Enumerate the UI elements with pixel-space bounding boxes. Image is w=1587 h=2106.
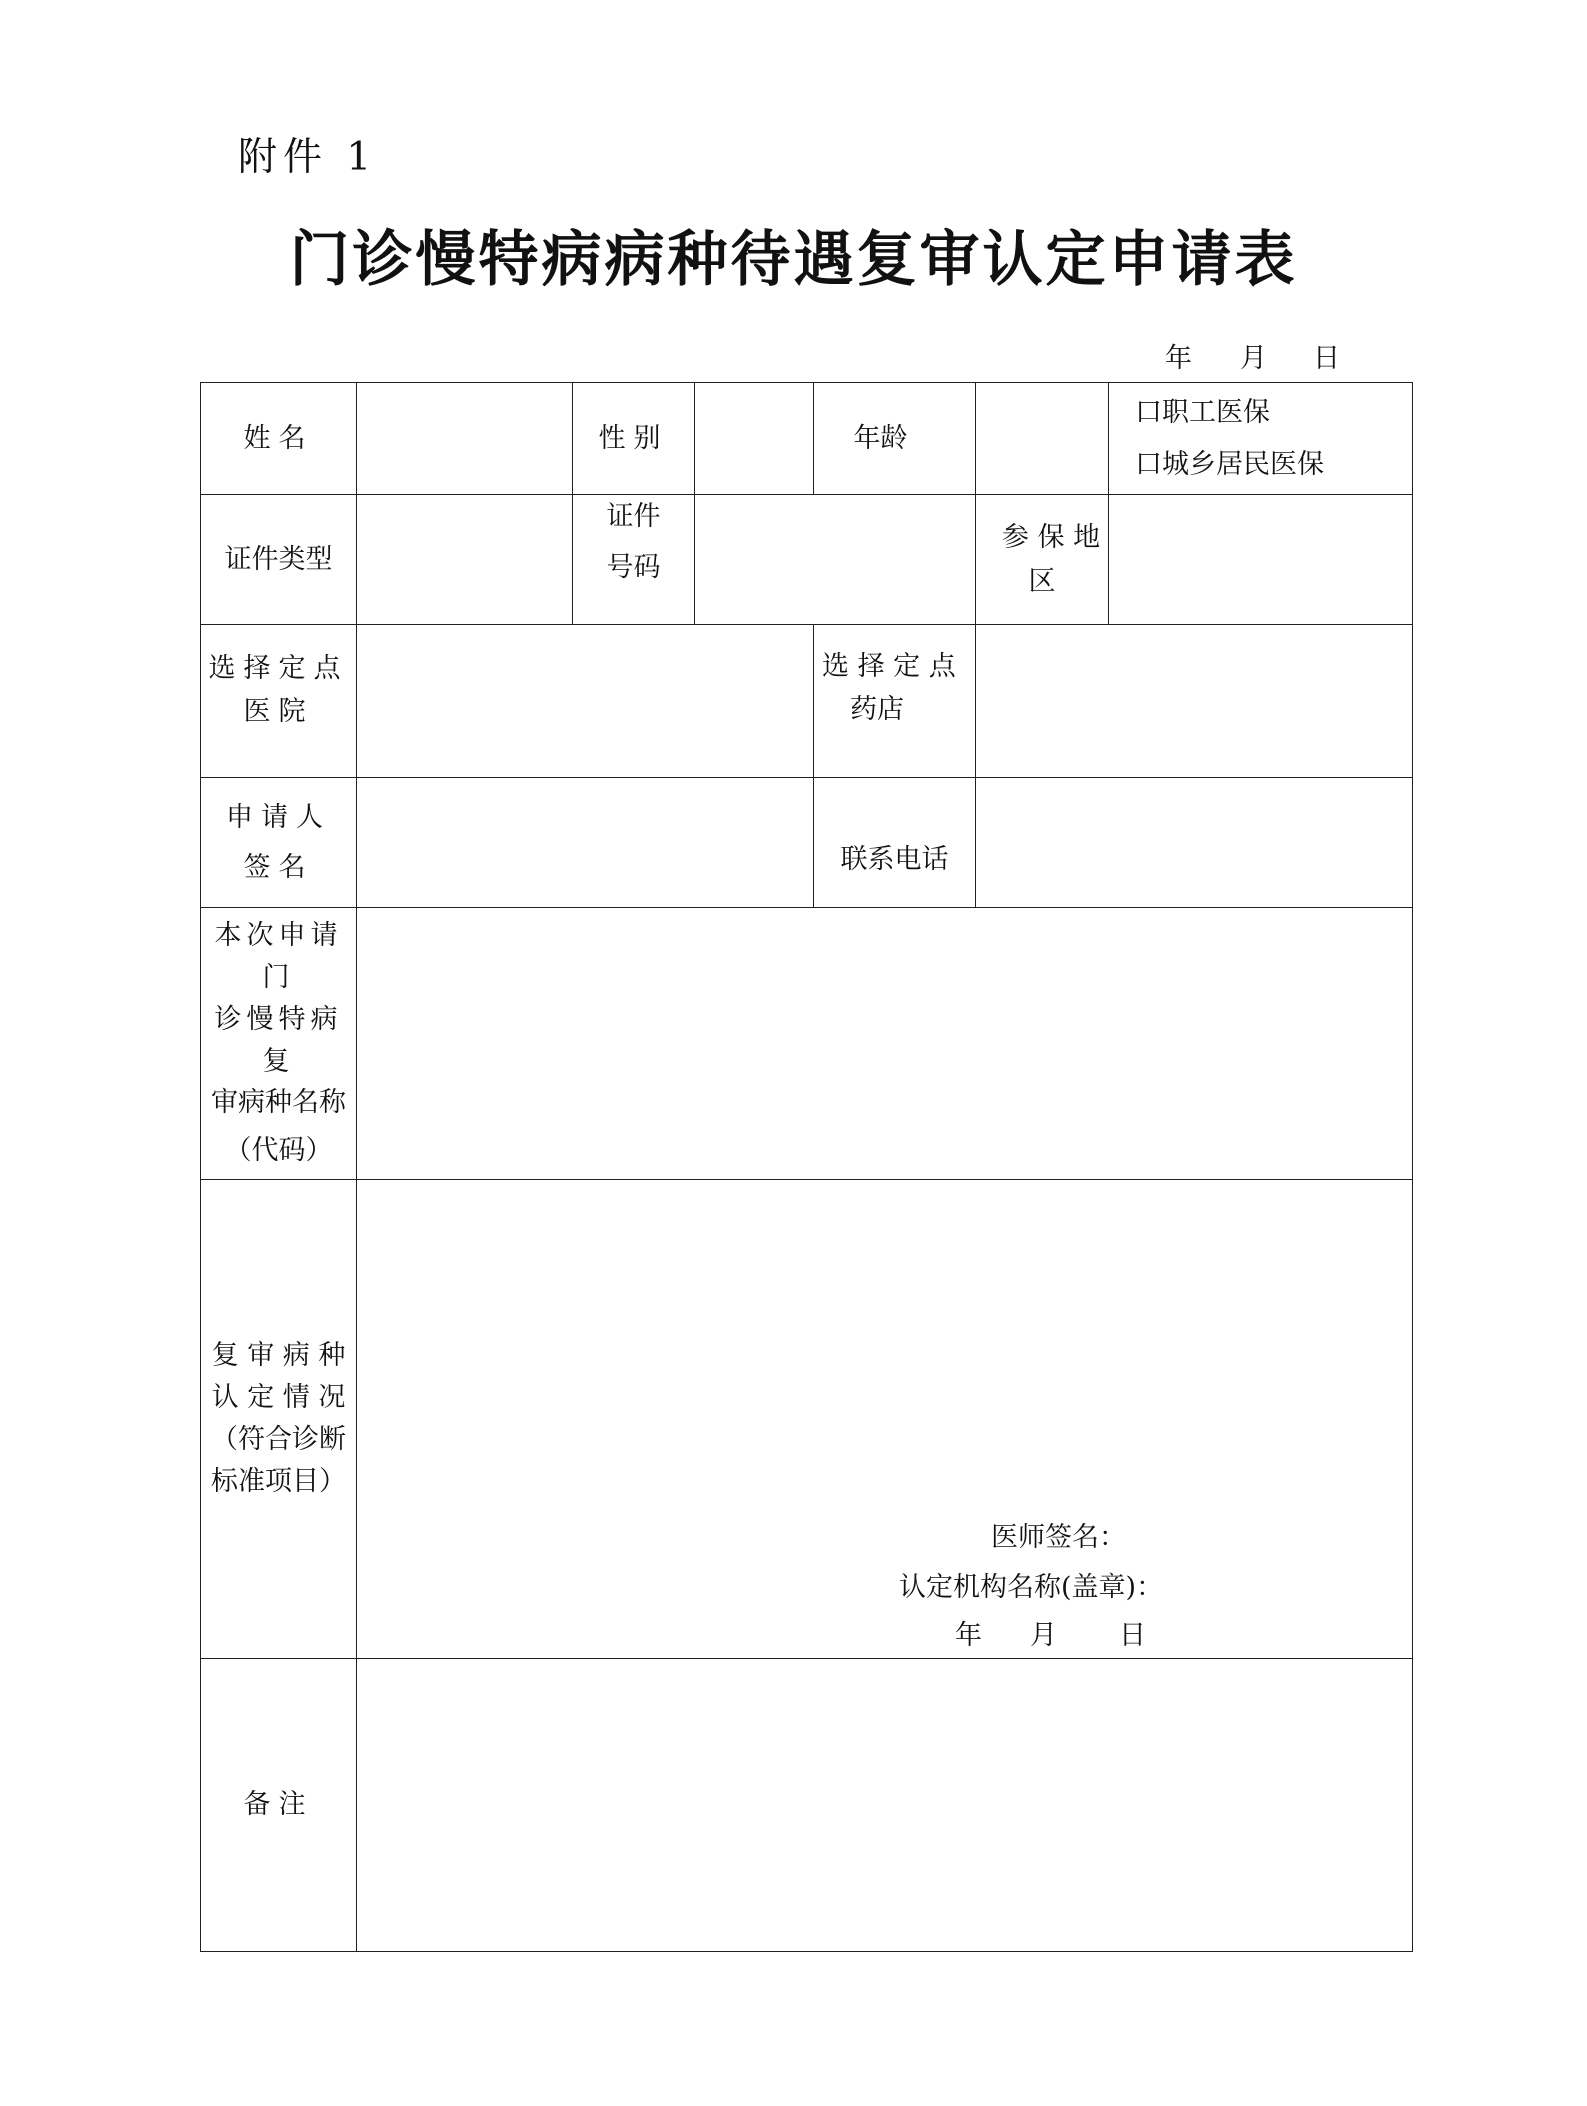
name-label: 姓名 (201, 383, 357, 495)
review-date: 年 月 日 (955, 1620, 1146, 1651)
phone-field[interactable] (976, 778, 1413, 908)
gender-field[interactable] (695, 383, 814, 495)
option-employee-insurance[interactable]: 口职工医保 (1135, 397, 1270, 429)
id-type-field[interactable] (357, 495, 573, 625)
hospital-label: 选择定点 医院 (201, 625, 357, 778)
pharmacy-field[interactable] (976, 625, 1413, 778)
header-date-day: 日 (1313, 343, 1340, 374)
id-number-field[interactable] (695, 495, 976, 625)
institution-name-stamp: 认定机构名称(盖章)： (899, 1572, 1164, 1603)
review-field[interactable] (357, 1180, 1413, 1659)
applicant-signature-label: 申请人 签名 (201, 778, 357, 908)
insured-area-field[interactable] (1109, 495, 1413, 625)
hospital-field[interactable] (357, 625, 814, 778)
review-label: 复 审 病 种 认 定 情 况 （符合诊断 标准项目） (201, 1180, 357, 1659)
applicant-signature-field[interactable] (357, 778, 814, 908)
remarks-label: 备注 (201, 1659, 357, 1952)
pharmacy-label: 选 择 定 点 药店 (814, 625, 976, 778)
id-type-label: 证件类型 (201, 495, 357, 625)
age-label: 年龄 (814, 383, 976, 495)
option-resident-insurance[interactable]: 口城乡居民医保 (1135, 448, 1324, 480)
gender-label: 性别 (573, 383, 695, 495)
header-date-month: 月 (1240, 343, 1267, 374)
insured-area-label: 参 保 地 区 (976, 495, 1109, 625)
disease-name-field[interactable] (357, 908, 1413, 1180)
id-number-label: 证件 号码 (573, 495, 695, 625)
form-title: 门诊慢特病病种待遇复审认定申请表 (289, 225, 1298, 295)
age-field[interactable] (976, 383, 1109, 495)
header-date-year: 年 (1165, 343, 1192, 374)
doctor-signature: 医师签名： (991, 1522, 1126, 1553)
attachment-label: 附件 1 (238, 135, 378, 180)
application-form-table (200, 382, 1413, 1952)
name-field[interactable] (357, 383, 573, 495)
remarks-field[interactable] (357, 1659, 1413, 1952)
insurance-type-options[interactable] (1109, 383, 1413, 495)
disease-name-label: 本次申请门 诊慢特病复 审病种名称 （代码） (201, 908, 357, 1180)
phone-label: 联系电话 (814, 778, 976, 908)
